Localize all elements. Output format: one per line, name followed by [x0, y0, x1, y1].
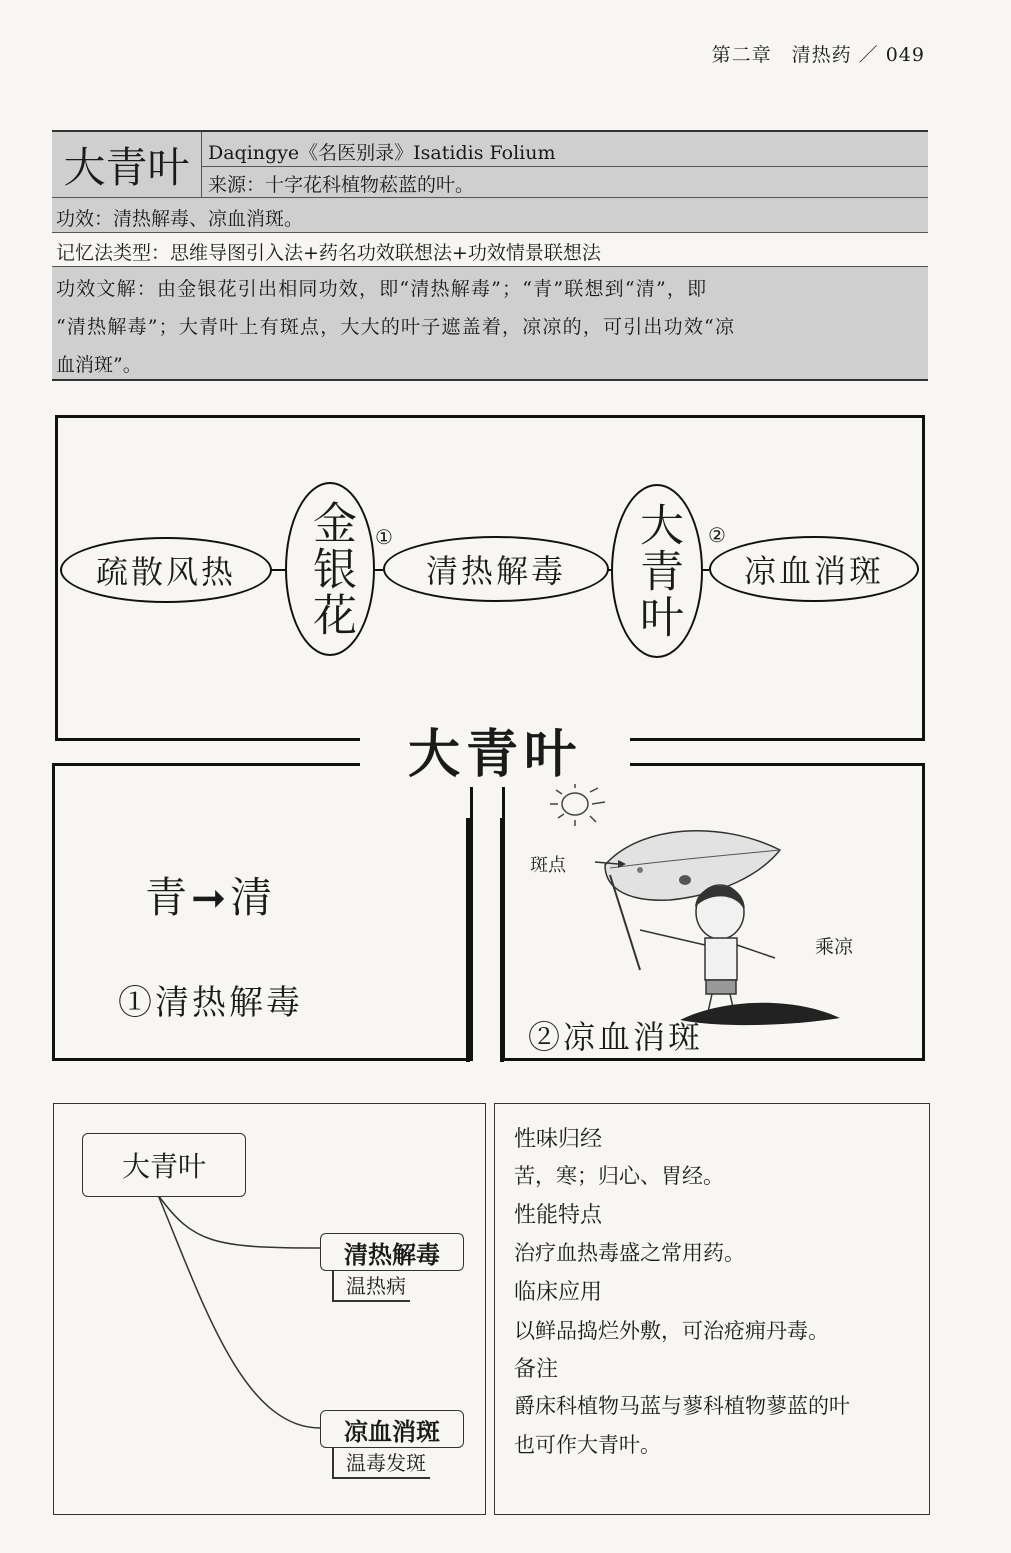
- node-honeysuckle: 金银花: [285, 482, 375, 656]
- child-figure: [640, 885, 775, 1012]
- explanation-line-2: “清热解毒”；大青叶上有斑点，大大的叶子遮盖着，凉凉的，可引出功效“凉: [56, 316, 736, 338]
- node-clear-heat-detox: 清热解毒: [383, 536, 609, 602]
- herb-efficacy: 功效：清热解毒、凉血消斑。: [56, 208, 304, 230]
- tree-branch-clear-heat: 清热解毒: [320, 1233, 464, 1271]
- notes-text-remarks-1: 爵床科植物马蓝与蓼科植物蓼蓝的叶: [514, 1394, 850, 1418]
- tree-leaf-febrile: 温热病: [332, 1270, 410, 1302]
- tree-leaf-eruption: 温毒发斑: [332, 1447, 430, 1479]
- node-disperse-wind-heat: 疏散风热: [60, 537, 272, 603]
- latin-name: Daqingye《名医别录》Isatidis Folium: [208, 142, 556, 164]
- running-head: 第二章 清热药 ／ 049: [711, 44, 925, 66]
- explanation-line-1: 功效文解：由金银花引出相同功效，即“清热解毒”；“青”联想到“清”，即: [56, 278, 708, 300]
- tree-branch-cool-blood: 凉血消斑: [320, 1410, 464, 1448]
- notes-heading-clinical: 临床应用: [514, 1280, 603, 1305]
- spot-label: 斑点: [530, 855, 566, 876]
- herb-name: 大青叶: [52, 132, 202, 197]
- memory-type: 记忆法类型：思维导图引入法+药名功效联想法+功效情景联想法: [56, 242, 601, 264]
- tree-root: 大青叶: [82, 1133, 246, 1197]
- scene-title: 大青叶: [360, 712, 630, 787]
- cool-label: 乘凉: [815, 936, 854, 958]
- leaf-shade-illustration: [520, 780, 900, 1030]
- notes-heading-remarks: 备注: [514, 1357, 559, 1382]
- sun-icon: [550, 784, 605, 826]
- shadow: [680, 1003, 840, 1025]
- herb-source: 来源：十字花科植物菘蓝的叶。: [208, 174, 475, 196]
- left-caption: ①清热解毒: [118, 983, 303, 1023]
- node-daqingye: 大青叶: [611, 484, 703, 658]
- right-caption: ②凉血消斑: [528, 1018, 704, 1056]
- herb-info-table: [52, 130, 928, 381]
- node-cool-blood: 凉血消斑: [709, 536, 919, 602]
- notes-text-clinical: 以鲜品捣烂外敷，可治疮痈丹毒。: [514, 1319, 829, 1343]
- explanation-line-3: 血消斑”。: [56, 354, 142, 376]
- marker-two: ②: [708, 523, 726, 547]
- marker-one: ①: [375, 525, 393, 549]
- notes-text-remarks-2: 也可作大青叶。: [514, 1433, 661, 1457]
- notes-text-nature: 苦，寒；归心、胃经。: [514, 1164, 724, 1188]
- qing-arrow-qing: 青➞清: [145, 873, 277, 922]
- notes-text-features: 治疗血热毒盛之常用药。: [514, 1241, 745, 1265]
- notes-heading-nature: 性味归经: [514, 1127, 603, 1152]
- notes-heading-features: 性能特点: [514, 1203, 603, 1228]
